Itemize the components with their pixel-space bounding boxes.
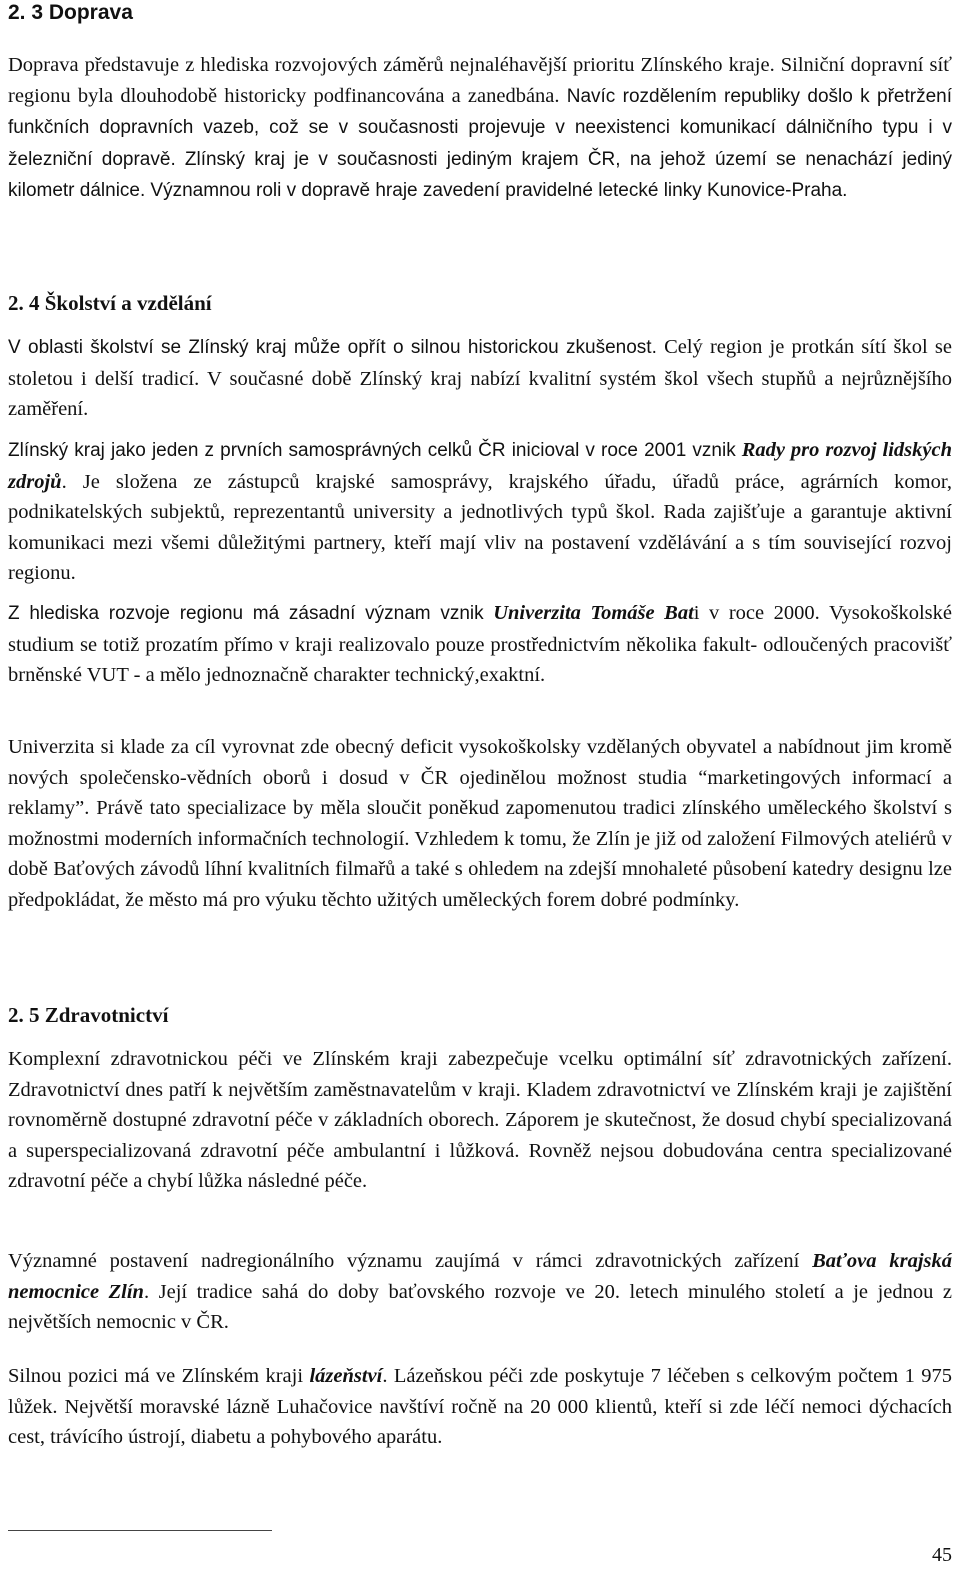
zdravotnictvi-text-3a: Silnou pozici má ve Zlínském kraji: [8, 1365, 304, 1387]
skolstvi-text-3c: i v roce 2000. Vysokoškolské studium se totiž prozatím přímo v kraji realizovalo pouze prostřednictvím několika fakult- odloučených pracovišť brněnské VUT - a mělo jednoznačně charakter technický,exaktní.: [8, 602, 952, 686]
skolstvi-text-2a: Zlínský kraj jako jeden z prvních samosprávných celků ČR inicioval v roce 2001 vznik: [8, 440, 736, 461]
zdravotnictvi-text-2a: Významné postavení nadregionálního významu zaujímá v rámci zdravotnických zařízení: [8, 1250, 800, 1272]
doprava-text-b: Navíc rozdělením republiky došlo k přetržení funkčních dopravních vazeb, což se v současnosti projevuje v neexistenci komunikací dálničního typu i v železniční dopravě.: [8, 85, 952, 170]
zdravotnictvi-text-1: Komplexní zdravotnickou péči ve Zlínském kraji zabezpečuje vcelku optimální síť zdravotnických zařízení. Zdravotnictví dnes patří k největším zaměstnavatelům v kraji. Kladem zdravotnictví ve Zlínském kraji je zajištění rovnoměrně dostupné zdravotní péče v základních oborech. Záporem je skutečnost, že dosud chybí specializovaná a superspecializovaná zdravotní péče ambulantní i lůžková. Rovněž nejsou dobudována centra specializované zdravotní péče a chybí lůžka následné péče.: [8, 1048, 952, 1192]
utb-emphasis: Univerzita Tomáše Bat: [493, 602, 694, 624]
section-heading-zdravotnictvi: 2. 5 Zdravotnictví: [8, 1003, 169, 1027]
skolstvi-text-4: Univerzita si klade za cíl vyrovnat zde obecný deficit vysokoškolsky vzdělaných obyvatel a nabídnout jim kromě nových společensko-vědních oborů i dosud v ČR ojedinělou možnost studia “marketingových informací a reklamy”. Právě tato specializace by měla sloučit poněkud zapomenutou tradici zlínského uměleckého školství s možnostmi moderních informačních technologií. Vzhledem k tomu, že Zlín je již od založení Filmových ateliérů v době Baťových závodů líhní kvalitních filmařů a také s ohledem na zdejší mnohaleté působení katedry designu lze předpokládat, že město má pro výuku těchto užitých uměleckých forem dobré podmínky.: [8, 736, 952, 911]
skolstvi-text-3a: Z hlediska rozvoje regionu má zásadní význam vznik: [8, 603, 484, 624]
lazenstvi-emphasis: lázeňství: [309, 1365, 383, 1387]
zdravotnictvi-text-2c: . Její tradice sahá do doby baťovského rozvoje ve 20. letech minulého století a je jednou z největších nemocnic v ČR.: [8, 1280, 953, 1333]
skolstvi-paragraph-3: [8, 598, 952, 691]
skolstvi-paragraph-2: [8, 435, 952, 589]
skolstvi-paragraph-4: [8, 732, 952, 915]
section-heading-skolstvi: 2. 4 Školství a vzdělání: [8, 291, 212, 315]
zdravotnictvi-text-3c: . Lázeňskou péči zde poskytuje 7 léčeben s celkovým počtem 1 975 lůžek. Největší moravské lázně Luhačovice navštíví ročně na 20 000 klientů, kteří si zde léčí nemoci dýchacích cest, trávícího ústrojí, diabetu a pohybového aparátu.: [8, 1365, 953, 1448]
skolstvi-text-2c: . Je složena ze zástupců krajské samosprávy, krajského úřadu, úřadů práce, agrárních komor, podnikatelských subjektů, reprezentantů university a jednotlivých typů škol. Rada zajišťuje a garantuje aktivní komunikaci mezi všemi důležitými partnery, kteří mají vliv na postavení vzdělávání a s tím související rozvoj regionu.: [8, 470, 952, 584]
zdravotnictvi-paragraph-1: [8, 1044, 952, 1197]
skolstvi-text-1b: Celý region je protkán sítí škol se stoletou i delší tradicí. V současné době Zlínský kraj nabízí kvalitní systém škol všech stupňů a nejrůznějšího zaměření.: [8, 336, 952, 420]
footer-divider: [8, 1530, 272, 1531]
skolstvi-text-1a: V oblasti školství se Zlínský kraj může opřít o silnou historickou zkušenost.: [8, 337, 657, 358]
nemocnice-emphasis: Baťova krajská nemocnice Zlín: [8, 1250, 952, 1303]
doprava-text-a: Doprava představuje z hlediska rozvojových záměrů nejnaléhavější prioritu Zlínského kraje. Silniční dopravní síť regionu byla dlouhodobě historicky podfinancována a zanedbána.: [8, 54, 952, 107]
skolstvi-paragraph-1: [8, 332, 952, 425]
doprava-paragraph: [8, 50, 952, 207]
zdravotnictvi-paragraph-2: [8, 1246, 952, 1338]
page-number: 45: [932, 1544, 952, 1566]
rady-emphasis: Rady pro rozvoj lidských zdrojů: [8, 439, 953, 493]
doprava-text-c: Zlínský kraj je v současnosti jediným krajem ČR, na jehož území se nenachází jediný kilometr dálnice.: [8, 148, 952, 201]
zdravotnictvi-paragraph-3: [8, 1361, 952, 1453]
doprava-text-d: Významnou roli v dopravě hraje zavedení pravidelné letecké linky Kunovice-Praha.: [150, 180, 848, 201]
section-heading-doprava: 2. 3 Doprava: [8, 1, 133, 24]
